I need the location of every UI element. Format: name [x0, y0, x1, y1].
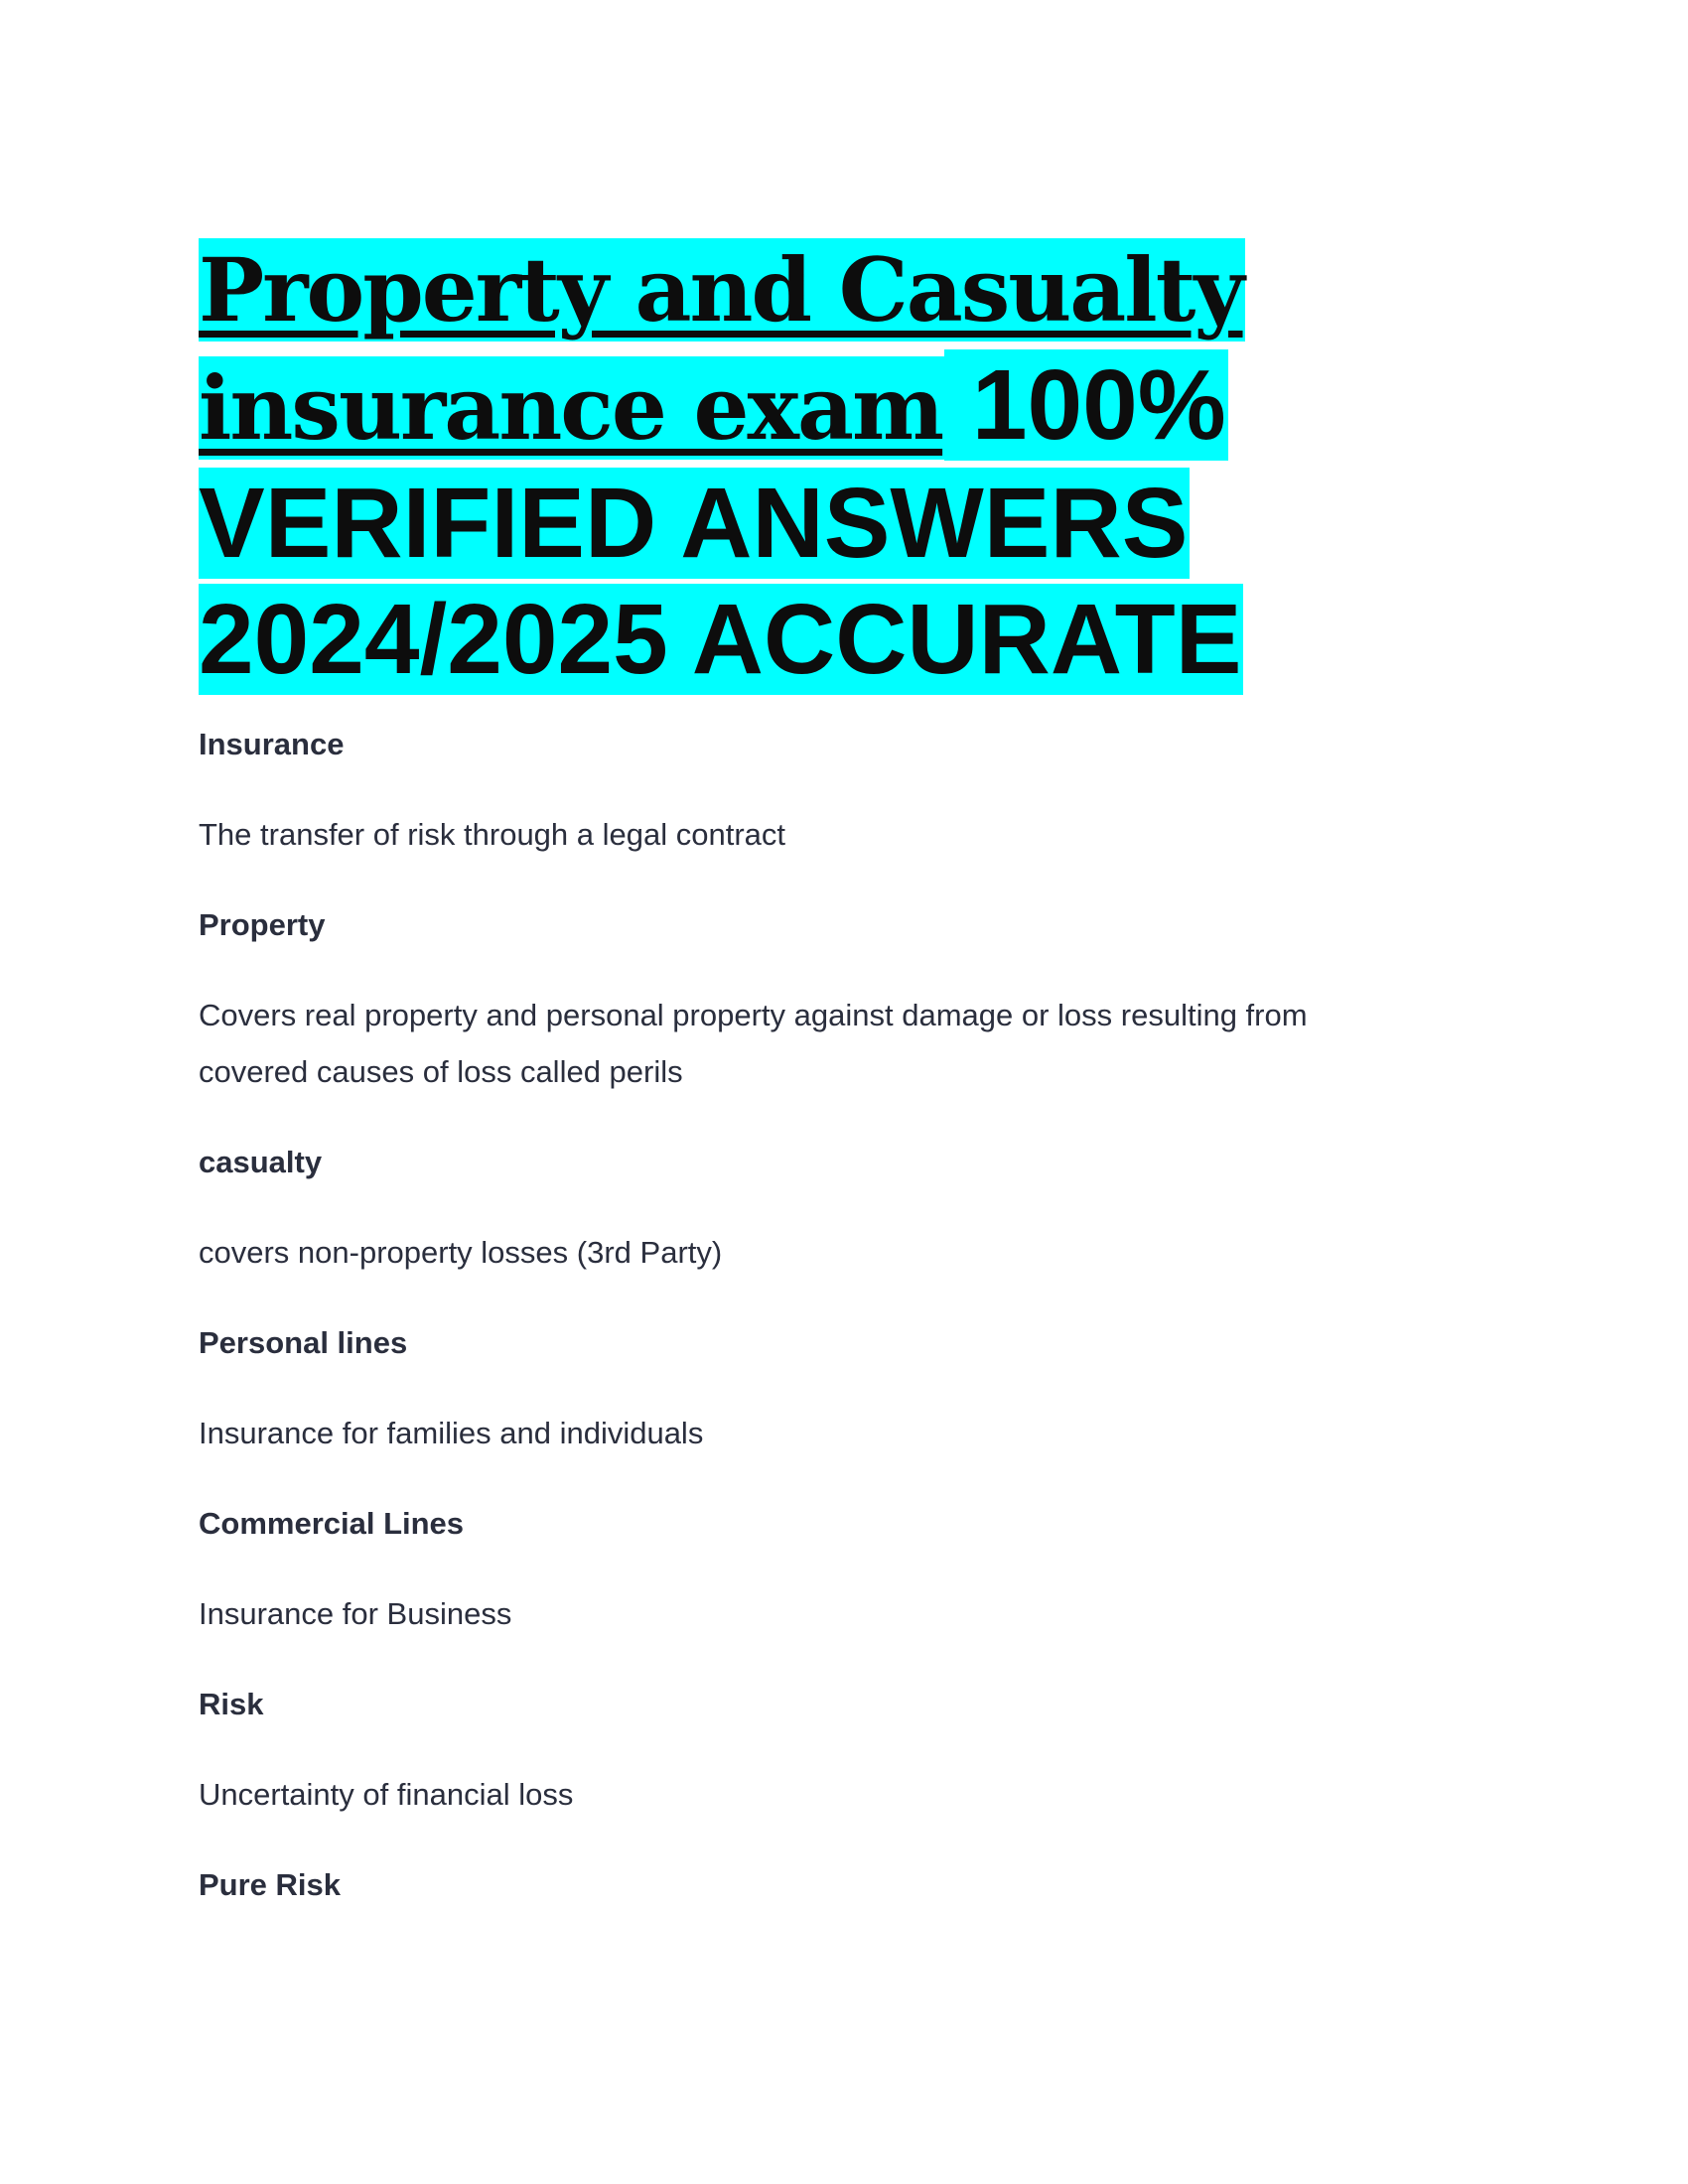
title-line-2-underlined: insurance exam	[199, 356, 943, 460]
term: Risk	[199, 1687, 264, 1721]
term: Insurance	[199, 727, 345, 761]
title-line-2-rest: 100%	[944, 349, 1226, 461]
definition: Insurance for Business	[199, 1596, 512, 1631]
term: Personal lines	[199, 1325, 408, 1360]
title-line-3: VERIFIED ANSWERS	[199, 468, 1189, 579]
term: Pure Risk	[199, 1867, 342, 1902]
title-line-1: Property and Casualty	[199, 238, 1243, 341]
definition: The transfer of risk through a legal contract	[199, 817, 786, 852]
flashcard-list	[199, 716, 1489, 1947]
document-title	[199, 230, 1245, 698]
definition: covers non-property losses (3rd Party)	[199, 1235, 723, 1270]
definition: Insurance for families and individuals	[199, 1416, 704, 1450]
definition: Uncertainty of financial loss	[199, 1777, 574, 1812]
definition: Covers real property and personal property against damage or loss resulting from covered causes of loss called perils	[199, 998, 1308, 1089]
title-line-4: 2024/2025 ACCURATE	[199, 584, 1242, 695]
term: Property	[199, 907, 326, 942]
term: Commercial Lines	[199, 1506, 465, 1541]
term: casualty	[199, 1145, 323, 1179]
